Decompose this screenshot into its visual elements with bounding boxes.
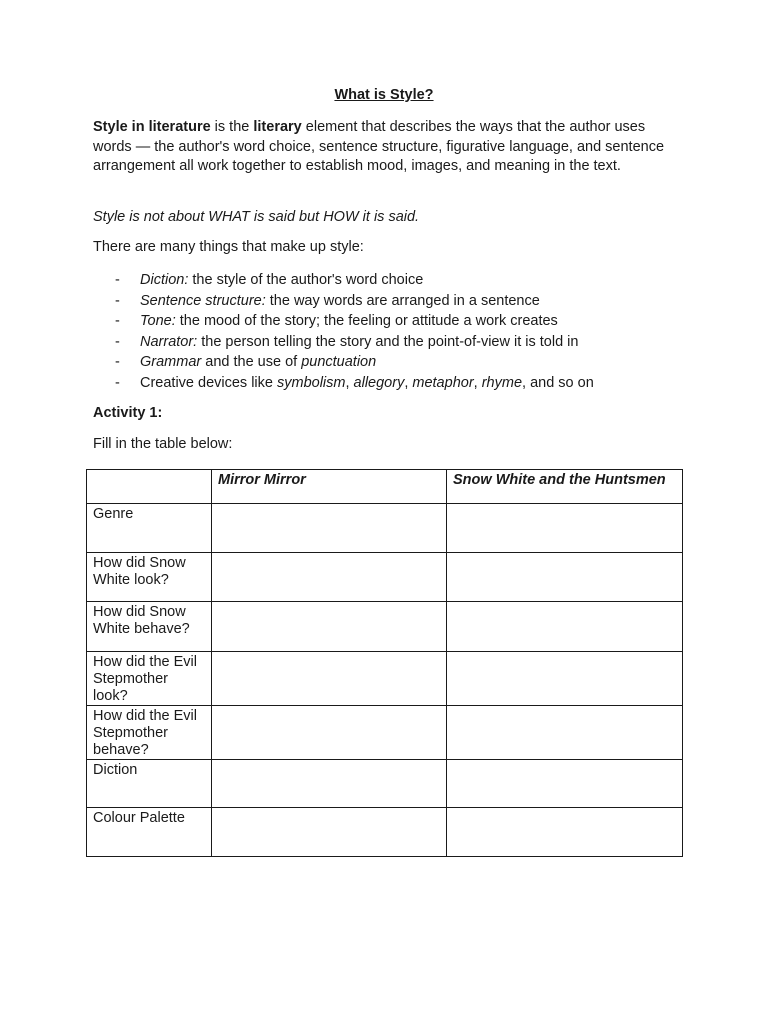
table-row <box>87 760 683 808</box>
list-item-tone: - Tone: the mood of the story; the feeling or attitude a work creates <box>115 313 558 329</box>
answer-cell[interactable] <box>212 504 447 553</box>
header-cell-empty <box>87 470 212 504</box>
table-row <box>87 504 683 553</box>
answer-cell[interactable] <box>447 706 683 760</box>
activity-heading: Activity 1: <box>93 405 163 421</box>
table-row <box>87 652 683 706</box>
style-quote: Style is not about WHAT is said but HOW it is said. <box>93 209 420 225</box>
answer-cell[interactable] <box>447 504 683 553</box>
table-row <box>87 602 683 652</box>
answer-cell[interactable] <box>447 602 683 652</box>
list-item-diction: - Diction: the style of the author's word choice <box>115 272 424 288</box>
answer-cell[interactable] <box>447 760 683 808</box>
answer-cell[interactable] <box>212 602 447 652</box>
row-label: Diction <box>87 760 212 808</box>
literary-term: literary <box>253 119 302 135</box>
table-row <box>87 808 683 857</box>
activity-instruction: Fill in the table below: <box>93 436 233 452</box>
list-item-sentence-structure: - Sentence structure: the way words are arranged in a sentence <box>115 292 540 309</box>
row-label: How did Snow White look? <box>87 553 212 602</box>
answer-cell[interactable] <box>447 808 683 857</box>
answer-cell[interactable] <box>212 706 447 760</box>
answer-cell[interactable] <box>212 553 447 602</box>
header-cell-snow-white-huntsmen: Snow White and the Huntsmen <box>447 470 683 504</box>
answer-cell[interactable] <box>447 553 683 602</box>
style-term: Style in literature <box>93 119 211 135</box>
row-label: Genre <box>87 504 212 553</box>
row-label: Colour Palette <box>87 808 212 857</box>
style-elements-list <box>93 270 683 393</box>
comparison-table <box>86 469 683 857</box>
answer-cell[interactable] <box>447 652 683 706</box>
page-title: What is Style? <box>334 87 434 103</box>
table-row <box>87 706 683 760</box>
row-label: How did Snow White behave? <box>87 602 212 652</box>
table-row <box>87 553 683 602</box>
answer-cell[interactable] <box>212 808 447 857</box>
row-label: How did the Evil Stepmother behave? <box>87 706 212 760</box>
list-item-creative-devices: - Creative devices like symbolism, allegory, metaphor, rhyme, and so on <box>115 374 594 391</box>
row-label: How did the Evil Stepmother look? <box>87 652 212 706</box>
list-item-grammar: - Grammar and the use of punctuation <box>115 354 377 370</box>
style-definition-paragraph: Style in literature is the literary element that describes the ways that the author uses words — the author's word choice, sentence structure, figurative language, and sentence arrangement all work together to establish mood, images, and meaning in the text. <box>93 119 665 174</box>
table-header-row <box>87 470 683 504</box>
header-cell-mirror-mirror: Mirror Mirror <box>212 470 447 504</box>
list-item-narrator: - Narrator: the person telling the story and the point-of-view it is told in <box>115 333 579 350</box>
answer-cell[interactable] <box>212 760 447 808</box>
style-intro: There are many things that make up style: <box>93 239 364 255</box>
answer-cell[interactable] <box>212 652 447 706</box>
